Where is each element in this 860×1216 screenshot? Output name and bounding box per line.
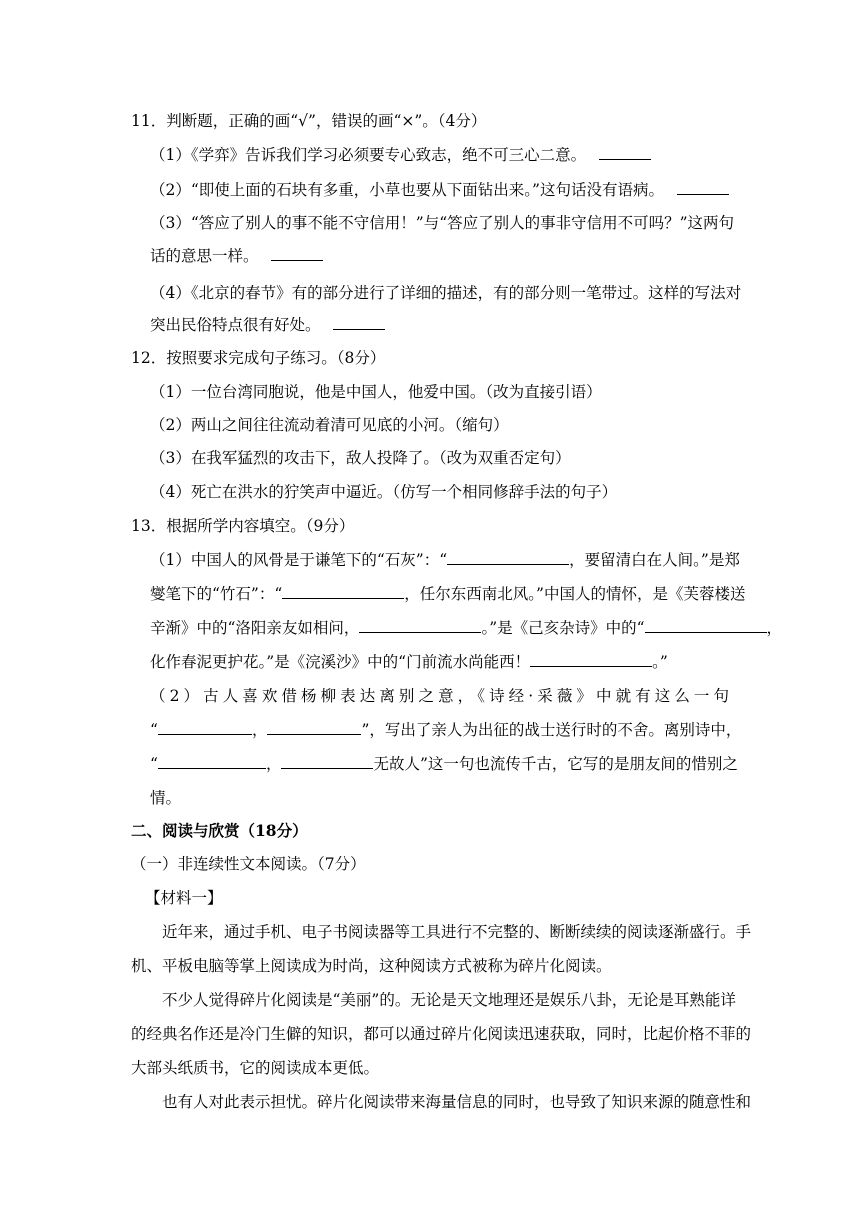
q13-line-1: [150, 550, 740, 570]
fill-blank[interactable]: [282, 584, 404, 599]
q13-line-8: 情。: [150, 789, 182, 807]
fill-blank[interactable]: [267, 720, 361, 735]
q11-item-4-line-2: [150, 315, 385, 335]
fill-blank[interactable]: [359, 618, 481, 633]
fill-blank[interactable]: [530, 652, 652, 667]
q11-item-4-text: 突出民俗特点很有好处。: [150, 316, 321, 334]
q13-line-5: （2）古人喜欢借杨柳表达离别之意，《诗经·采薇》中就有这么一句: [150, 687, 729, 705]
q12-item-1: （1）一位台湾同胞说，他是中国人，他爱中国。（改为直接引语）: [150, 383, 602, 401]
passage-paragraph-2-line-3: 大部头纸质书，它的阅读成本更低。: [131, 1059, 380, 1077]
passage-paragraph-1-line-2: 机、平板电脑等掌上阅读成为时尚，这种阅读方式被称为碎片化阅读。: [131, 957, 612, 975]
q13-text: ，: [766, 619, 783, 637]
q13-text: 燮笔下的“竹石”：“: [150, 585, 283, 603]
answer-blank[interactable]: [333, 315, 385, 330]
section-2-heading: 二、阅读与欣赏（18分）: [131, 821, 308, 840]
q11-item-3-text: 话的意思一样。: [150, 247, 259, 265]
q13-text: 无故人”这一句也流传千古，它写的是朋友间的惜别之: [373, 755, 738, 773]
q13-text: 辛渐》中的“洛阳亲友如相问，: [150, 619, 360, 637]
q11-item-1: [150, 145, 651, 165]
q13-text: ，要留清白在人间。”是郑: [569, 551, 740, 569]
passage-paragraph-1-line-1: 近年来，通过手机、电子书阅读器等工具进行不完整的、断断续续的阅读逐渐盛行。手: [162, 923, 752, 941]
fill-blank[interactable]: [158, 754, 266, 769]
q12-item-2: （2）两山之间往往流动着清可见底的小河。（缩句）: [150, 416, 509, 434]
q11-item-4-line-1: （4）《北京的春节》有的部分进行了详细的描述，有的部分则一笔带过。这样的写法对: [150, 284, 742, 302]
material-label: 【材料一】: [145, 889, 223, 907]
q13-line-7: [150, 754, 738, 774]
q13-text: ，任尔东西南北风。”中国人的情怀，是《芙蓉楼送: [404, 585, 746, 603]
q11-item-3-line-2: [150, 246, 323, 266]
q13-heading: 13．根据所学内容填空。（9分）: [131, 517, 355, 535]
q12-heading: 12．按照要求完成句子练习。（8分）: [131, 349, 386, 367]
q13-line-3: [150, 618, 782, 638]
q11-item-2: [150, 180, 729, 200]
q13-text: （1）中国人的风骨是于谦笔下的“石灰”：“: [150, 551, 448, 569]
answer-blank[interactable]: [271, 246, 323, 261]
q13-text: 化作春泥更护花。”是《浣溪沙》中的“门前流水尚能西！: [150, 653, 531, 671]
fill-blank[interactable]: [645, 618, 767, 633]
answer-blank[interactable]: [677, 180, 729, 195]
passage-paragraph-3-line-1: 也有人对此表示担忧。碎片化阅读带来海量信息的同时，也导致了知识来源的随意性和: [162, 1093, 752, 1111]
q13-line-2: [150, 584, 745, 604]
q12-item-3: （3）在我军猛烈的攻击下，敌人投降了。（改为双重否定句）: [150, 449, 571, 467]
q12-item-4: （4）死亡在洪水的狞笑声中逼近。（仿写一个相同修辞手法的句子）: [150, 483, 618, 501]
fill-blank[interactable]: [281, 754, 373, 769]
q11-heading: 11．判断题，正确的画“√”，错误的画“×”。（4分）: [131, 112, 487, 130]
q13-line-6: [150, 720, 741, 740]
q13-text: ，: [265, 755, 282, 773]
section-2-subheading: （一）非连续性文本阅读。（7分）: [131, 855, 366, 873]
q11-item-1-text: （1）《学弈》告诉我们学习必须要专心致志，绝不可三心二意。: [150, 146, 587, 164]
q13-text: “: [150, 755, 158, 773]
q13-text: ”，写出了亲人为出征的战士送行时的不舍。离别诗中，: [361, 721, 742, 739]
answer-blank[interactable]: [599, 145, 651, 160]
fill-blank[interactable]: [158, 720, 252, 735]
q11-item-2-text: （2）“即使上面的石块有多重，小草也要从下面钻出来。”这句话没有语病。: [150, 181, 664, 199]
q13-line-4: [150, 652, 668, 672]
passage-paragraph-2-line-2: 的经典名作还是冷门生僻的知识，都可以通过碎片化阅读迅速获取，同时，比起价格不菲的: [131, 1025, 752, 1043]
q13-text: ，: [251, 721, 268, 739]
q13-text: “: [150, 721, 158, 739]
q13-text: 。”是《己亥杂诗》中的“: [481, 619, 645, 637]
passage-paragraph-2-line-1: 不少人觉得碎片化阅读是“美丽”的。无论是天文地理还是娱乐八卦，无论是耳熟能详: [162, 991, 736, 1009]
q13-text: 。”: [652, 653, 668, 671]
q11-item-3-line-1: （3）“答应了别人的事不能不守信用！”与“答应了别人的事非守信用不可吗？”这两句: [150, 214, 735, 232]
fill-blank[interactable]: [447, 550, 569, 565]
